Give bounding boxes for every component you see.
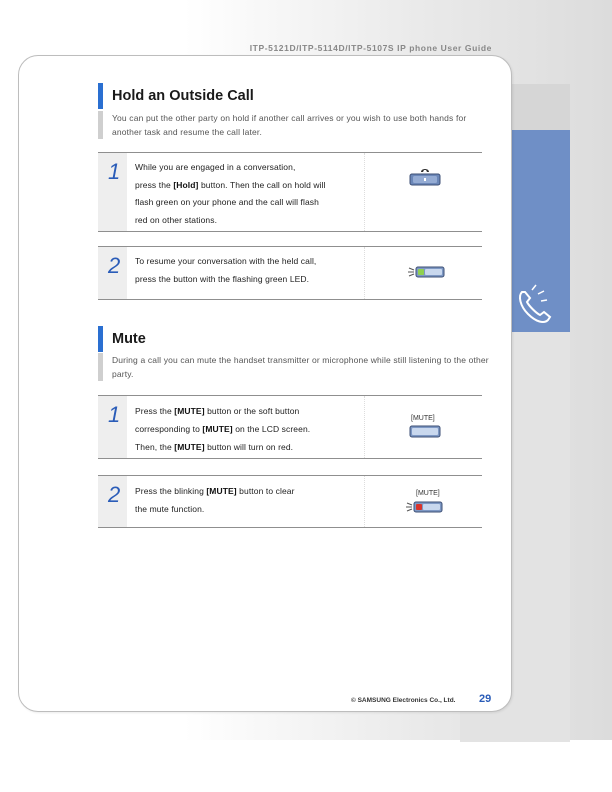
document-header: ITP-5121D/ITP-5114D/ITP-5107S IP phone User Guide xyxy=(249,43,492,53)
flashing-green-led-button-icon xyxy=(407,264,447,280)
side-tab-top xyxy=(510,84,570,130)
column-divider xyxy=(364,153,365,231)
mute-button-icon xyxy=(409,425,441,439)
step-number: 2 xyxy=(98,247,127,299)
step-text: To resume your conversation with the held call, press the button with the flashing green LED. xyxy=(135,256,317,284)
step-text: Press the [MUTE] button or the soft button corresponding to [MUTE] on the LCD screen. Then, the [MUTE] button will turn on red. xyxy=(135,406,311,452)
step-number: 2 xyxy=(98,476,127,527)
flashing-red-mute-button-icon xyxy=(405,499,445,515)
hold-button-icon xyxy=(409,165,441,187)
heading-accent xyxy=(98,83,103,109)
mute-icon-label: [MUTE] xyxy=(416,490,440,497)
column-divider xyxy=(364,476,365,527)
section-title: Hold an Outside Call xyxy=(112,88,254,104)
column-divider xyxy=(364,396,365,458)
step-text: Press the blinking [MUTE] button to clear the mute function. xyxy=(135,486,295,514)
page-background-lower xyxy=(0,740,612,792)
phone-handset-icon xyxy=(514,282,558,326)
step-mute-1 xyxy=(98,395,482,459)
step-hold-1 xyxy=(98,152,482,232)
step-text: While you are engaged in a conversation, press the [Hold] button. Then the call on hold will flash green on your phone and the call will flash red on other stations. xyxy=(135,162,326,225)
column-divider xyxy=(364,247,365,299)
mute-icon-label: [MUTE] xyxy=(411,415,435,422)
section-intro: During a call you can mute the handset transmitter or microphone while still listening to the other party. xyxy=(98,353,496,381)
section-intro: You can put the other party on hold if another call arrives or you wish to use both hands for another task and resume the call later. xyxy=(98,111,492,139)
step-number: 1 xyxy=(98,396,127,458)
section-title: Mute xyxy=(112,331,146,347)
section-heading-mute xyxy=(98,326,146,352)
step-number: 1 xyxy=(98,153,127,231)
section-heading-hold xyxy=(98,83,254,109)
copyright-text: © SAMSUNG Electronics Co., Ltd. xyxy=(351,697,456,704)
step-hold-2 xyxy=(98,246,482,300)
page-number: 29 xyxy=(479,693,492,705)
step-mute-2 xyxy=(98,475,482,528)
heading-accent xyxy=(98,326,103,352)
